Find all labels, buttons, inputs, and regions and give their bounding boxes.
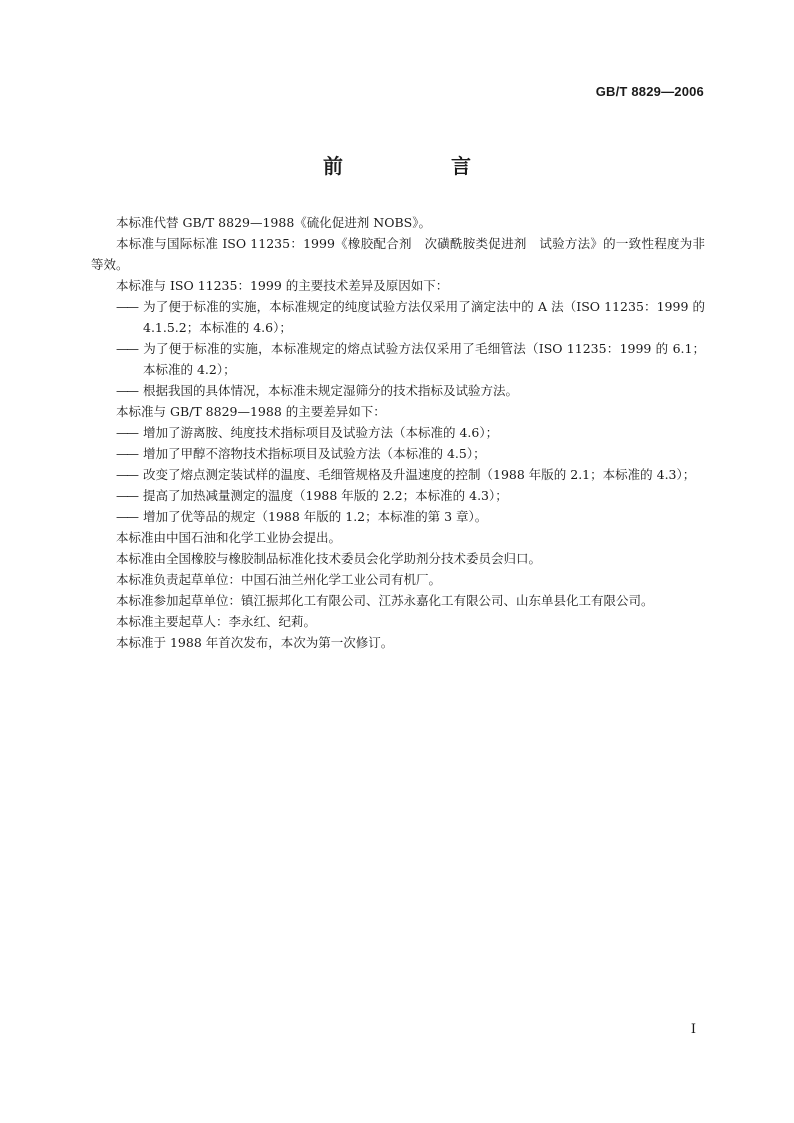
paragraph-text: 提高了加热减量测定的温度（1988 年版的 2.2；本标准的 4.3）； (143, 488, 508, 503)
paragraph-text: 本标准于 1988 年首次发布，本次为第一次修订。 (116, 635, 394, 650)
paragraph-text: 本标准代替 GB/T 8829—1988《硫化促进剂 NOBS》。 (116, 215, 431, 230)
document-body (91, 212, 705, 653)
paragraph (91, 212, 705, 233)
list-item (91, 296, 705, 338)
paragraph-text: 增加了游离胺、纯度技术指标项目及试验方法（本标准的 4.6）； (143, 425, 499, 440)
paragraph (91, 632, 705, 653)
dash-marker: —— (116, 383, 137, 398)
paragraph-text: 本标准负责起草单位：中国石油兰州化学工业公司有机厂。 (116, 572, 442, 587)
paragraph (91, 590, 705, 611)
page-number: I (690, 1022, 696, 1037)
dash-marker: —— (116, 467, 137, 482)
standard-number: GB/T 8829—2006 (595, 84, 704, 99)
paragraph-text: 本标准由全国橡胶与橡胶制品标准化技术委员会化学助剂分技术委员会归口。 (116, 551, 542, 566)
paragraph-text: 增加了甲醇不溶物技术指标项目及试验方法（本标准的 4.5）； (143, 446, 486, 461)
paragraph-text: 本标准与 GB/T 8829—1988 的主要差异如下： (116, 404, 386, 419)
paragraph (91, 527, 705, 548)
list-item (91, 464, 705, 485)
paragraph-text: 本标准参加起草单位：镇江振邦化工有限公司、江苏永嘉化工有限公司、山东单县化工有限公司。 (116, 593, 654, 608)
dash-marker: —— (116, 425, 137, 440)
dash-marker: —— (116, 488, 137, 503)
dash-marker: —— (116, 299, 137, 314)
paragraph-text: 改变了熔点测定装试样的温度、毛细管规格及升温速度的控制（1988 年版的 2.1；本标准的 4.3）； (143, 467, 696, 482)
paragraph-text: 为了便于标准的实施，本标准规定的熔点试验方法仅采用了毛细管法（ISO 11235：1999 的 6.1；本标准的 4.2）； (143, 341, 705, 377)
dash-marker: —— (116, 341, 137, 356)
paragraph-text: 本标准与国际标准 ISO 11235：1999《橡胶配合剂 次磺酰胺类促进剂 试验方法》的一致性程度为非等效。 (91, 236, 705, 272)
paragraph-text: 增加了优等品的规定（1988 年版的 1.2；本标准的第 3 章）。 (143, 509, 488, 524)
list-item (91, 380, 705, 401)
paragraph-text: 为了便于标准的实施，本标准规定的纯度试验方法仅采用了滴定法中的 A 法（ISO 11235：1999 的 4.1.5.2；本标准的 4.6）； (143, 299, 705, 335)
paragraph (91, 611, 705, 632)
list-item (91, 422, 705, 443)
paragraph-text: 本标准由中国石油和化学工业协会提出。 (116, 530, 342, 545)
paragraph-text: 根据我国的具体情况，本标准未规定湿筛分的技术指标及试验方法。 (143, 383, 519, 398)
page-title: 前 言 (323, 154, 515, 178)
list-item (91, 338, 705, 380)
dash-marker: —— (116, 509, 137, 524)
paragraph (91, 401, 705, 422)
paragraph (91, 569, 705, 590)
list-item (91, 506, 705, 527)
paragraph (91, 548, 705, 569)
list-item (91, 485, 705, 506)
paragraph (91, 275, 705, 296)
paragraph-text: 本标准与 ISO 11235：1999 的主要技术差异及原因如下： (116, 278, 449, 293)
list-item (91, 443, 705, 464)
dash-marker: —— (116, 446, 137, 461)
paragraph (91, 233, 705, 275)
paragraph-text: 本标准主要起草人：李永红、纪莉。 (116, 614, 317, 629)
